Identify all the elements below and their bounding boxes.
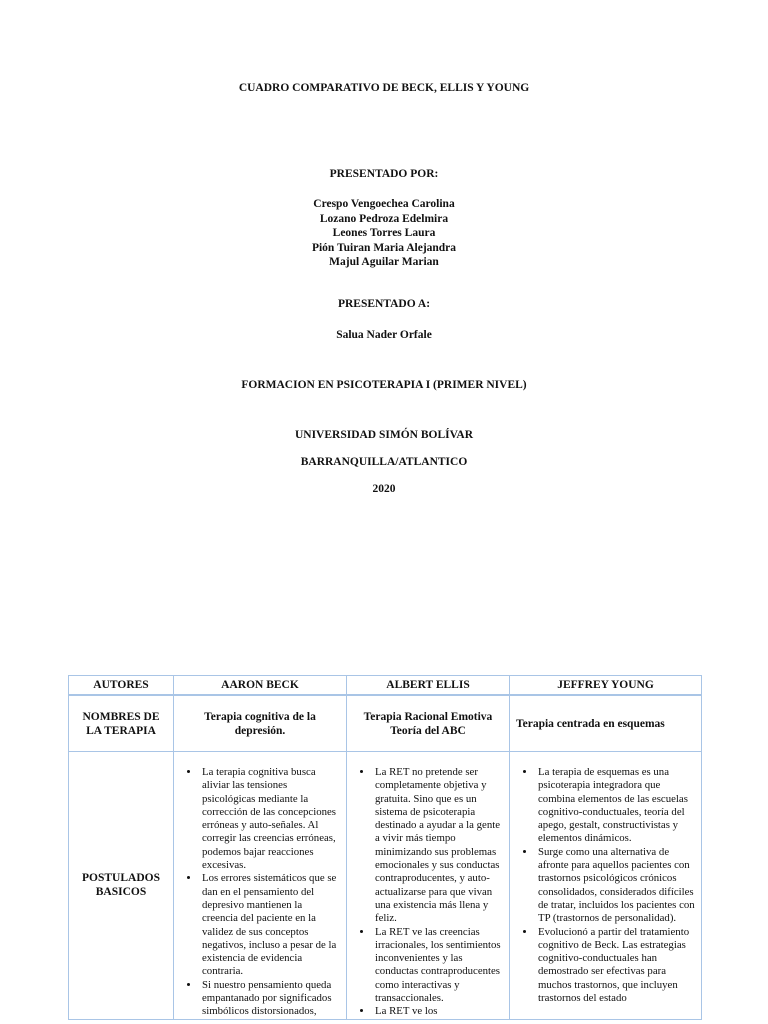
presented-to-name: Salua Nader Orfale <box>336 329 432 341</box>
header-young: JEFFREY YOUNG <box>510 676 702 696</box>
author-name: Majul Aguilar Marian <box>329 256 439 268</box>
postulates-ellis <box>347 752 510 1020</box>
list-item: • Surge como una alternativa de afronte para aquellos pacientes con trastornos psicológicos crónicos consolidados, considerados difíciles de tratar, incluidos los pacientes con TP (trastornos de personalidad). <box>536 846 695 926</box>
table-header-row <box>69 676 702 696</box>
bullet-list <box>180 766 340 1019</box>
postulates-young <box>510 752 702 1020</box>
postulates-beck <box>174 752 347 1020</box>
presented-to-label: PRESENTADO A: <box>337 298 431 310</box>
table-row-therapy-names <box>69 695 702 752</box>
list-item: • La terapia cognitiva busca aliviar las tensiones psicológicas mediante la corrección de las concepciones erróneas y auto-señales. Al corregir las creencias erróneas, podemos bajar reacciones excesivas. <box>200 766 340 872</box>
table-row-postulates <box>69 752 702 1020</box>
header-ellis: ALBERT ELLIS <box>347 676 510 696</box>
therapy-name-ellis: Terapia Racional Emotiva Teoría del ABC <box>347 695 510 752</box>
bullet-list <box>516 766 695 1005</box>
document-title: CUADRO COMPARATIVO DE BECK, ELLIS Y YOUNG <box>238 82 530 94</box>
author-name: Pión Tuiran Maria Alejandra <box>311 241 457 254</box>
list-item: • Evolucionó a partir del tratamiento cognitivo de Beck. Las estrategias cognitivo-conductuales han demostrado ser efectivas para muchos trastornos, que incluyen trastornos del estado <box>536 926 695 1006</box>
list-item: • La terapia de esquemas es una psicoterapia integradora que combina elementos de las escuelas cognitivo-conductuales, teoría del apego, gestalt, constructivistas y elementos dinámicos. <box>536 766 695 846</box>
author-name: Leones Torres Laura <box>332 227 436 239</box>
comparison-table <box>68 675 702 1020</box>
list-item: • La RET ve las creencias irracionales, los sentimientos inconvenientes y las conductas contraproducentes como interactivas y transaccionales. <box>373 926 503 1006</box>
bullet-list <box>353 766 503 1019</box>
author-name: Lozano Pedroza Edelmira <box>319 212 449 225</box>
row-label-therapy-names: NOMBRES DE LA TERAPIA <box>69 695 174 752</box>
presented-by-label: PRESENTADO POR: <box>329 168 439 180</box>
therapy-name-young: Terapia centrada en esquemas <box>510 695 702 752</box>
author-name: Crespo Vengoechea Carolina <box>313 198 455 210</box>
city-name: BARRANQUILLA/ATLANTICO <box>300 456 468 468</box>
list-item: • La RET no pretende ser completamente objetiva y gratuita. Sino que es un sistema de psicoterapia destinado a ayudar a la gente a vivir más tiempo minimizando sus problemas emocionales y sus conductas contraproducentes, y auto-actualizarse para que vivan una existencia más llena y feliz. <box>373 766 503 926</box>
list-item: • Los errores sistemáticos que se dan en el pensamiento del depresivo mantienen la creencia del paciente en la validez de sus conceptos negativos, incluso a pesar de la existencia de evidencia contraria. <box>200 872 340 978</box>
course-name: FORMACION EN PSICOTERAPIA I (PRIMER NIVEL) <box>241 379 527 391</box>
author-list <box>0 197 768 270</box>
therapy-name-beck: Terapia cognitiva de la depresión. <box>174 695 347 752</box>
row-label-postulates: POSTULADOS BASICOS <box>69 752 174 1020</box>
header-autores: AUTORES <box>69 676 174 696</box>
header-beck: AARON BECK <box>174 676 347 696</box>
list-item: • La RET ve los <box>373 1005 503 1018</box>
year: 2020 <box>372 483 396 495</box>
list-item: • Si nuestro pensamiento queda empantanado por significados simbólicos distorsionados, <box>200 979 340 1019</box>
university-name: UNIVERSIDAD SIMÓN BOLÍVAR <box>294 429 474 441</box>
